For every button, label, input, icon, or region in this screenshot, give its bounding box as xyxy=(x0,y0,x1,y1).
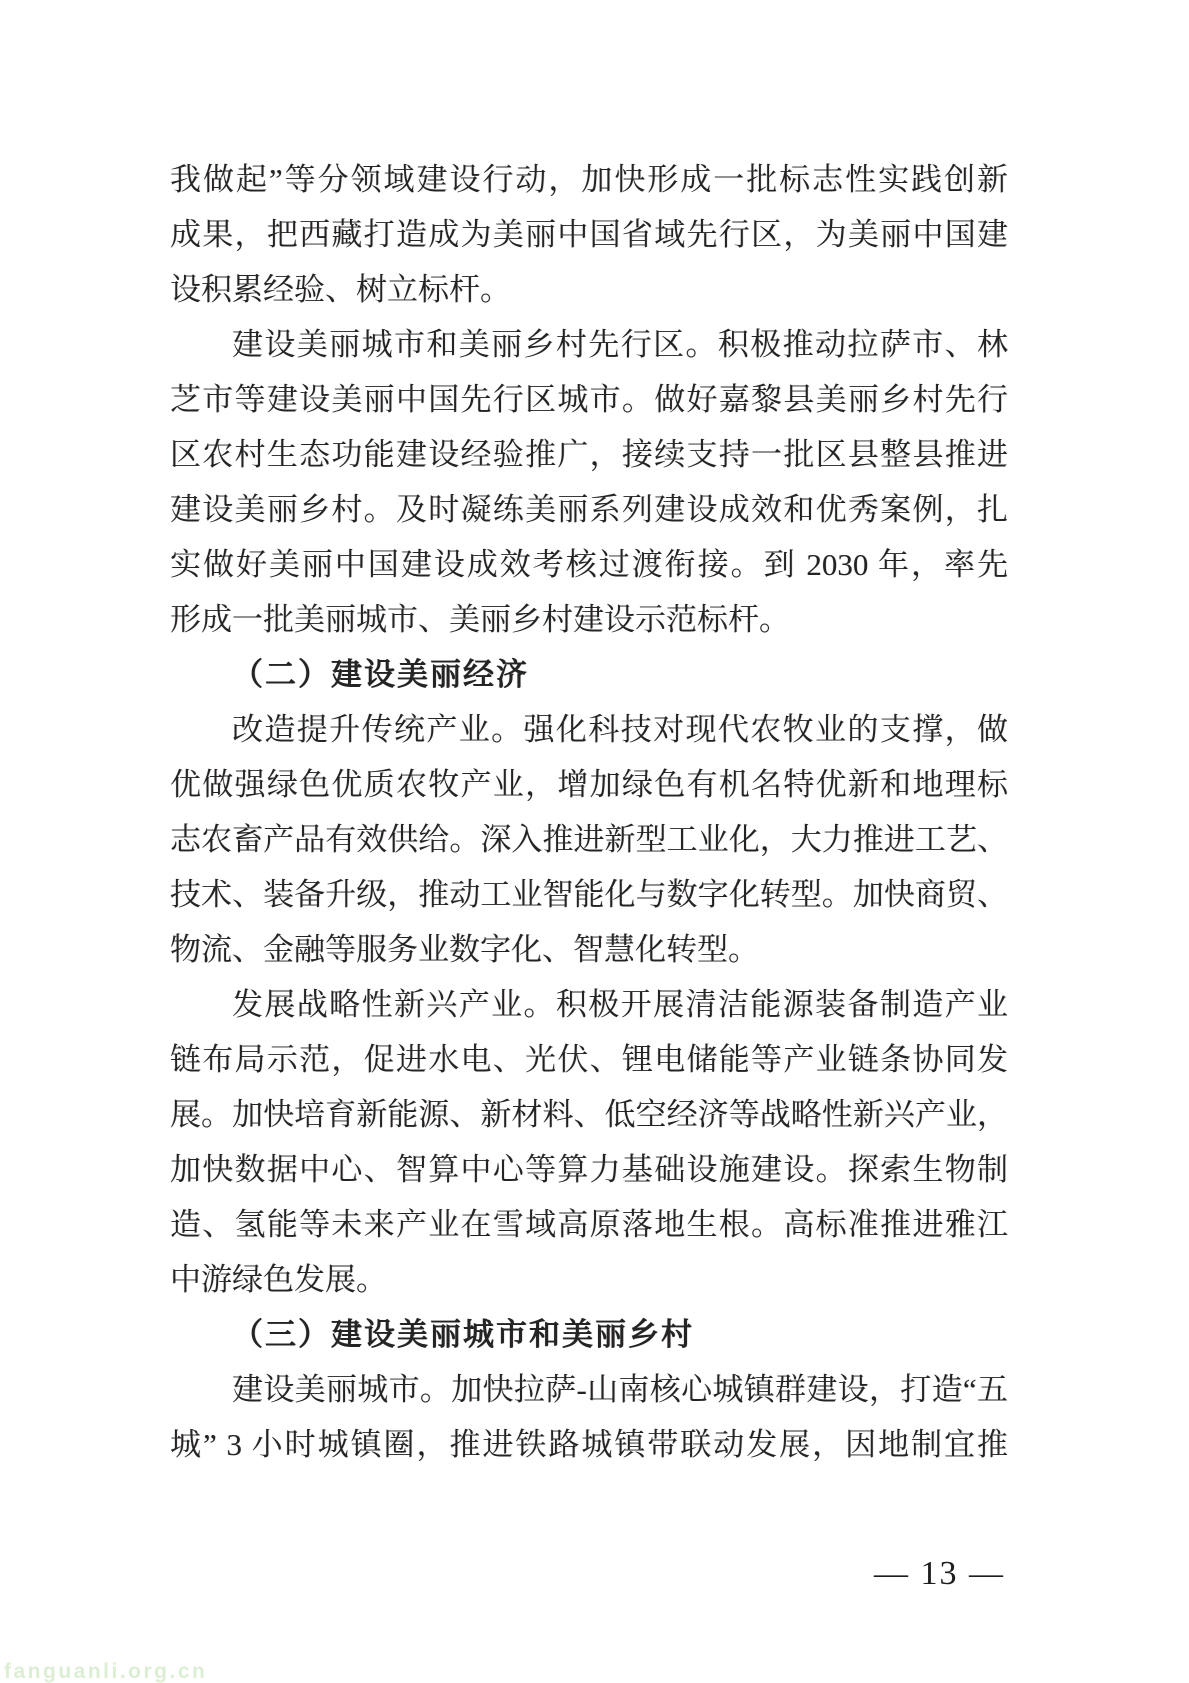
text-line: 设积累经验、树立标杆。 xyxy=(170,272,511,307)
text-line: 展。加快培育新能源、新材料、低空经济等战略性新兴产业， xyxy=(170,1097,1008,1132)
text-line: 技术、装备升级，推动工业智能化与数字化转型。加快商贸、 xyxy=(170,877,1008,912)
text-line: 建设美丽城市。加快拉萨-山南核心城镇群建设，打造“五 xyxy=(232,1372,1008,1407)
text-line: （三）建设美丽城市和美丽乡村 xyxy=(232,1317,694,1352)
text-line: 形成一批美丽城市、美丽乡村建设示范标杆。 xyxy=(170,602,790,637)
text-line: 区农村生态功能建设经验推广，接续支持一批区县整县推进 xyxy=(170,437,1008,472)
text-line: 志农畜产品有效供给。深入推进新型工业化，大力推进工艺、 xyxy=(170,822,1008,857)
text-line: 芝市等建设美丽中国先行区城市。做好嘉黎县美丽乡村先行 xyxy=(170,382,1008,417)
text-line: 建设美丽乡村。及时凝练美丽系列建设成效和优秀案例，扎 xyxy=(170,492,1008,527)
text-line: 发展战略性新兴产业。积极开展清洁能源装备制造产业 xyxy=(232,987,1008,1022)
paragraph xyxy=(170,702,1008,977)
paragraph xyxy=(170,1362,1008,1472)
paragraph xyxy=(170,152,1008,317)
text-line: 我做起”等分领域建设行动，加快形成一批标志性实践创新 xyxy=(170,162,1008,197)
text-line: 物流、金融等服务业数字化、智慧化转型。 xyxy=(170,932,759,967)
watermark: fanguanli.org.cn xyxy=(4,1660,208,1683)
page-number: — 13 — xyxy=(874,1555,1005,1592)
section-heading xyxy=(170,1307,1008,1362)
section-heading xyxy=(170,647,1008,702)
text-line: 中游绿色发展。 xyxy=(170,1262,387,1297)
text-line: （二）建设美丽经济 xyxy=(232,657,529,692)
text-line: 加快数据中心、智算中心等算力基础设施建设。探索生物制 xyxy=(170,1152,1008,1187)
text-line: 城” 3 小时城镇圈，推进铁路城镇带联动发展，因地制宜推 xyxy=(170,1427,1008,1462)
text-line: 成果，把西藏打造成为美丽中国省域先行区，为美丽中国建 xyxy=(170,217,1008,252)
paragraph xyxy=(170,317,1008,647)
text-line: 实做好美丽中国建设成效考核过渡衔接。到 2030 年，率先 xyxy=(170,547,1008,582)
document-body xyxy=(170,152,1008,1472)
text-line: 造、氢能等未来产业在雪域高原落地生根。高标准推进雅江 xyxy=(170,1207,1008,1242)
text-line: 优做强绿色优质农牧产业，增加绿色有机名特优新和地理标 xyxy=(170,767,1008,802)
text-line: 改造提升传统产业。强化科技对现代农牧业的支撑，做 xyxy=(232,712,1008,747)
paragraph xyxy=(170,977,1008,1307)
text-line: 建设美丽城市和美丽乡村先行区。积极推动拉萨市、林 xyxy=(232,327,1008,362)
text-line: 链布局示范，促进水电、光伏、锂电储能等产业链条协同发 xyxy=(170,1042,1008,1077)
